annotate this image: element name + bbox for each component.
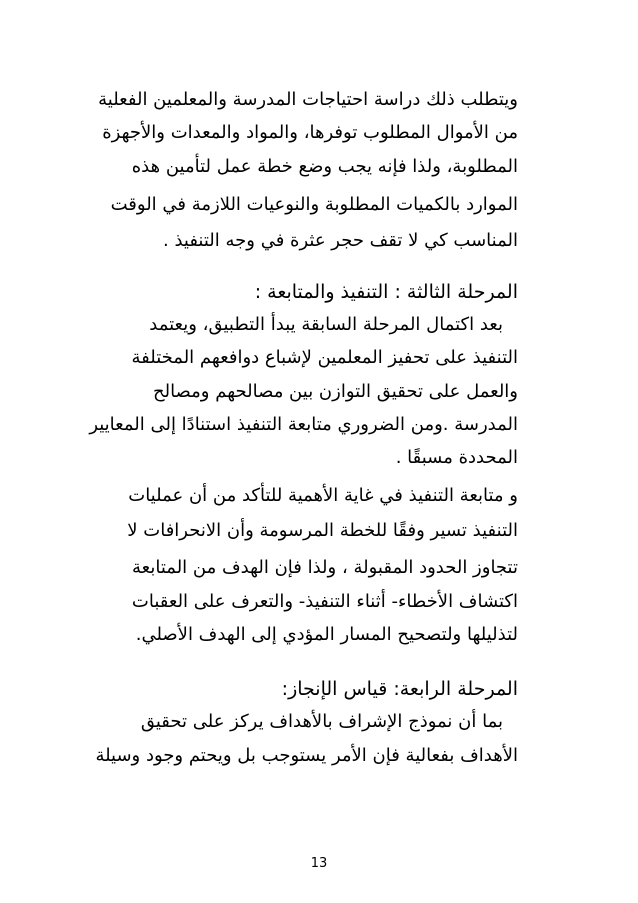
section3-p1-line-4: المدرسة .ومن الضروري متابعة التنفيذ استنادًا إلى المعايير bbox=[89, 414, 518, 435]
section3-heading: المرحلة الثالثة : التنفيذ والمتابعة : bbox=[254, 281, 518, 303]
section3-p1-line-1: بعد اكتمال المرحلة السابقة يبدأ التطبيق، ويعتمد bbox=[149, 314, 503, 335]
section3-p2-line-3: تتجاوز الحدود المقبولة ، ولذا فإن الهدف من المتابعة bbox=[132, 557, 518, 578]
section3-p2-line-4: اكتشاف الأخطاء- أثناء التنفيذ- والتعرف على العقبات bbox=[131, 591, 518, 612]
intro-line-2: من الأموال المطلوب توفرها، والمواد والمعدات والأجهزة bbox=[102, 122, 518, 143]
intro-line-4: الموارد بالكميات المطلوبة والنوعيات اللازمة في الوقت bbox=[110, 194, 518, 215]
section3-p2-line-2: التنفيذ تسير وفقًا للخطة المرسومة وأن الانحرافات لا bbox=[127, 520, 518, 541]
intro-line-1: ويتطلب ذلك دراسة احتياجات المدرسة والمعلمين الفعلية bbox=[98, 89, 518, 110]
page-number: 13 bbox=[310, 856, 328, 871]
section3-p1-line-2: التنفيذ على تحفيز المعلمين لإشباع دوافعهم المختلفة bbox=[131, 347, 518, 368]
section4-line-1: بما أن نموذج الإشراف بالأهداف يركز على تحقيق bbox=[140, 711, 503, 732]
section4-heading: المرحلة الرابعة: قياس الإنجاز: bbox=[281, 678, 518, 700]
section3-p2-line-1: و متابعة التنفيذ في غاية الأهمية للتأكد من أن عمليات bbox=[128, 485, 518, 506]
intro-line-3: المطلوبة، ولذا فإنه يجب وضع خطة عمل لتأمين هذه bbox=[131, 156, 518, 177]
section3-p2-line-5: لتذليلها ولتصحيح المسار المؤدي إلى الهدف الأصلي. bbox=[135, 624, 518, 645]
section3-p1-line-3: والعمل على تحقيق التوازن بين مصالحهم ومصالح bbox=[152, 381, 518, 402]
section4-line-2: الأهداف بفعالية فإن الأمر يستوجب بل ويحتم وجود وسيلة bbox=[95, 745, 518, 766]
section3-p1-line-5: المحددة مسبقًا . bbox=[395, 447, 518, 468]
intro-line-5: المناسب كي لا تقف حجر عثرة في وجه التنفيذ . bbox=[163, 230, 518, 251]
